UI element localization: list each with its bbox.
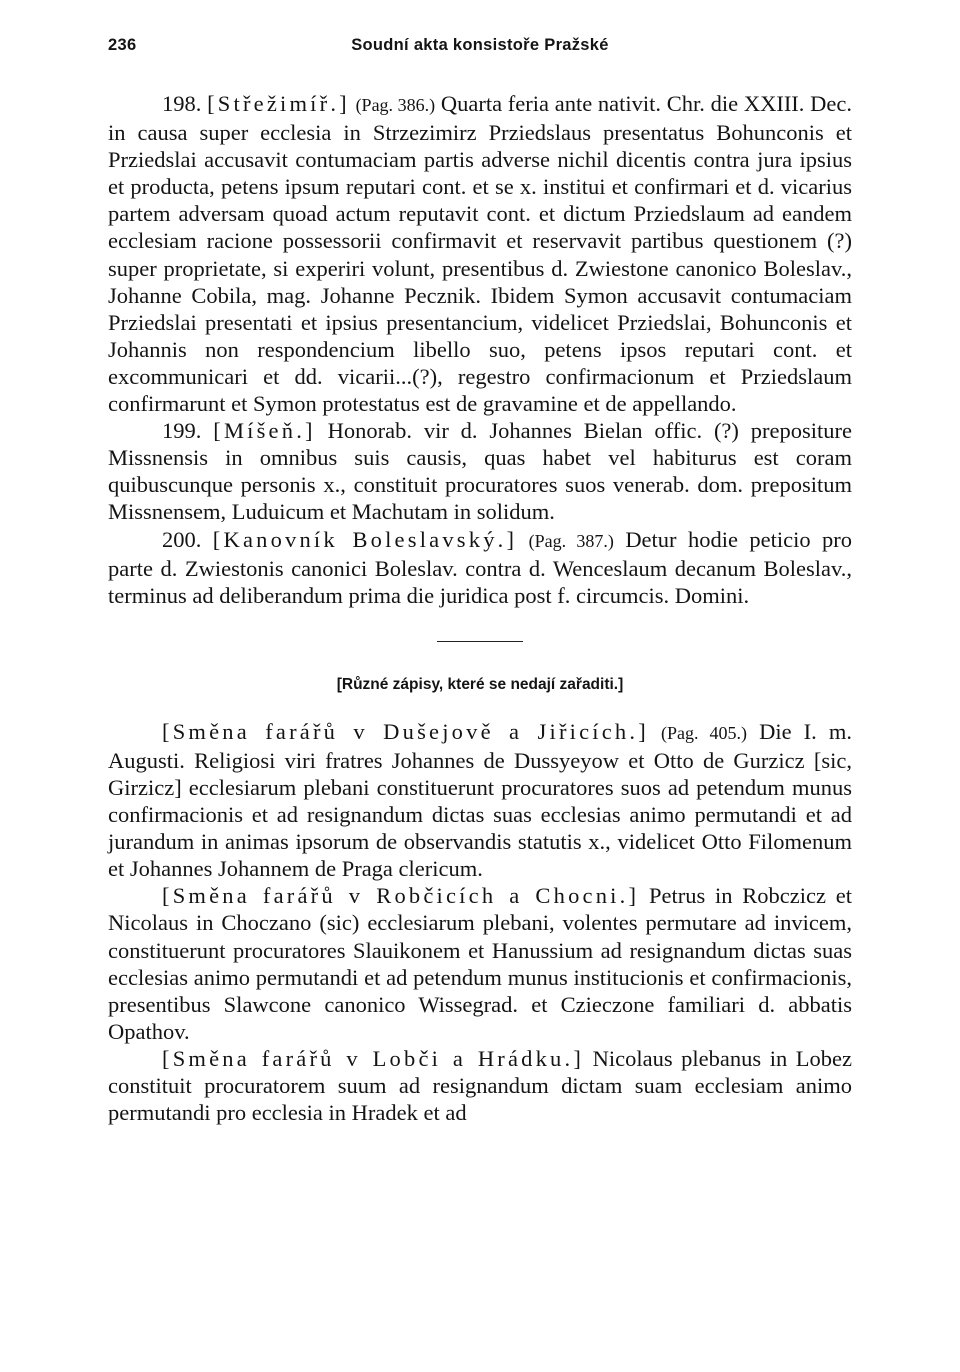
entry-number: 199. [162, 418, 202, 444]
entry-text: Petrus in Robczicz et Nicolaus in Choczano (sic) ecclesiarum plebani, volentes permutare ad invicem, constituerunt procuratores Slauikonem et Hanussium ad resignandum dictas suas ecclesias animo permutandi et ad petendum munus institucionis et confirmacionis, presentibus Slawcone canonico Wissegrad. et Czieczone familiari d. abbatis Opathov. [108, 883, 853, 1044]
entry-number: 198. [162, 91, 202, 116]
entry-title: [Směna farářů v Robčicích a Chocni.] [162, 883, 640, 909]
misc-entry-robcice [108, 882, 852, 1045]
entry-199 [108, 417, 852, 525]
running-title: Soudní akta konsistoře Pražské [351, 36, 609, 54]
page-body [108, 90, 852, 1126]
misc-entry-lobec [108, 1045, 852, 1126]
entry-text: Honorab. vir d. Johannes Bielan offic. (?) prepositure Missnensis in omnibus suis causis, quas habet vel habiturus est coram quibuscunque personis x., constituit procuratores suos venerab. dom. prepositum Missnensem, Luduicum et Machutam in solidum. [108, 418, 853, 525]
page-reference: (Pag. 386.) [355, 95, 436, 115]
entry-200 [108, 526, 852, 609]
entry-198 [108, 90, 852, 417]
entry-title: [Míšeň.] [213, 418, 316, 444]
page-header [108, 36, 852, 60]
entry-text: Nicolaus plebanus in Lobez constituit procuratorem suum ad resignandum dictam suam ecclesiam animo permutandi pro ecclesia in Hradek et ad [108, 1045, 852, 1126]
entry-title: [Směna farářů v Lobči a Hrádku.] [162, 1045, 585, 1071]
misc-entry-dusejov [108, 718, 852, 883]
page-number: 236 [108, 36, 137, 54]
entry-title: [Směna farářů v Dušejově a Jiřicích.] [162, 718, 649, 744]
entry-title: [Kanovník Boleslavský.] [212, 526, 518, 552]
entry-number: 200. [162, 526, 202, 552]
page-reference: (Pag. 387.) [528, 530, 614, 551]
section-heading: [Různé zápisy, které se nedají zařaditi.] [336, 675, 624, 693]
entry-text: Detur hodie peticio pro parte d. Zwiestonis canonici Boleslav. contra d. Wenceslaum decanum Boleslav., terminus ad deliberandum prima die juridica post f. circumcis. Domini. [108, 526, 853, 608]
section-divider [437, 641, 523, 642]
entry-title: [Střežimíř.] [207, 91, 350, 116]
entry-text: Quarta feria ante nativit. Chr. die XXIII. Dec. in causa super ecclesia in Strzezimirz Prziedslaus presentatus Bohunconis et Prziedslai accusavit contumaciam partis adverse nichil dicentis contra jura ipsius et producta, petens ipsum reputari cont. et se x. institui et confirmari et d. vicarius partem adversam quoad actum reputavit cont. et dictum Prziedslaum ad eandem ecclesiam racione possessorii confirmavit et reservavit partibus questionem (?) super proprietate, si experiri volunt, presentibus d. Zwiestone canonico Boleslav., Johanne Cobila, mag. Johanne Pecznik. Ibidem Symon accusavit contumaciam Prziedslai presentati et ipsius presentancium, videlicet Prziedslai, Bohunconis et Johannis non respondencium libello suo, petens ipsos reputari cont. et excommunicari et dd. vicarii...(?), regestro confirmacionum et Prziedslaum confirmarunt et Symon protestatus est de gravamine et de appellando. [108, 91, 852, 417]
entry-text: Die I. m. Augusti. Religiosi viri fratres Johannes de Dussyeyow et Otto de Gurzicz [sic, Girzicz] ecclesiarum plebani constituerunt procuratores suos ad petendum munus confirmacionis et ad resignandum dictas suas ecclesias animo permutandi et ad jurandum in animas ipsorum de observandis statutis x., videlicet Otto Filomenum et Johannes Johannem de Praga clericum. [108, 718, 853, 882]
page-reference: (Pag. 405.) [661, 722, 747, 743]
